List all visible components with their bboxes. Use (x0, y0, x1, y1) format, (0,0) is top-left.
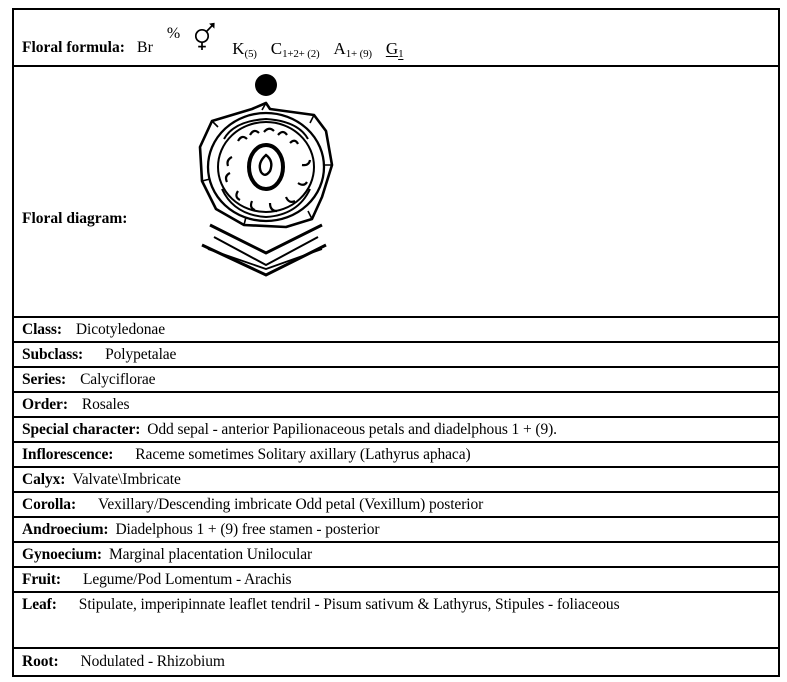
row-value: Legume/Pod Lomentum - Arachis (83, 570, 292, 588)
row-value: Dicotyledonae (75, 320, 165, 338)
table-row-gynoecium (14, 543, 778, 568)
family-reference-table (12, 8, 780, 677)
table-row-fruit (14, 568, 778, 593)
formula-term-corolla: C 1+2+ (2) (270, 39, 320, 60)
table-row-special-character (14, 418, 778, 443)
table-row-inflorescence (14, 443, 778, 468)
row-value: Rosales (81, 395, 130, 413)
floral-diagram-label: Floral diagram: (22, 210, 128, 227)
row-value: Stipulate, imperipinnate leaflet tendril - Pisum sativum & Lathyrus, Stipules - foliaceous (78, 596, 620, 613)
bract-chevron-lower (202, 245, 326, 275)
row-label: Gynoecium: (22, 545, 102, 563)
bract-chevron-upper-inner (214, 237, 318, 265)
formula-term-calyx: K (5) (232, 39, 257, 60)
floral-formula-expression (166, 25, 418, 60)
row-value: Valvate\Imbricate (72, 470, 181, 488)
table-row-class (14, 318, 778, 343)
row-label: Corolla: (22, 495, 77, 513)
bract-symbol: Br (136, 39, 153, 56)
row-label: Class: (22, 320, 62, 338)
table-row-subclass (14, 343, 778, 368)
row-value: Raceme sometimes Solitary axillary (Lathyrus aphaca) (135, 445, 471, 463)
row-label: Inflorescence: (22, 445, 114, 463)
row-label: Subclass: (22, 345, 84, 363)
row-label: Special character: (22, 420, 141, 438)
row-value: Marginal placentation Unilocular (108, 545, 313, 563)
row-label: Androecium: (22, 520, 109, 538)
row-value: Vexillary/Descending imbricate Odd petal (Vexillum) posterior (98, 495, 484, 513)
row-label: Root: (22, 653, 59, 670)
corolla-inner-ring (218, 122, 314, 212)
row-label: Order: (22, 395, 68, 413)
table-row-corolla (14, 493, 778, 518)
ovary-outline (249, 145, 283, 189)
zygomorphy-icon: % (166, 25, 181, 42)
bract-chevron-upper (210, 225, 322, 253)
row-value: Calyciflorae (80, 370, 156, 388)
table-row-series (14, 368, 778, 393)
row-value: Nodulated - Rhizobium (80, 653, 225, 670)
table-row-androecium (14, 518, 778, 543)
row-value: Odd sepal - anterior Papilionaceous petals and diadelphous 1 + (9). (147, 420, 557, 438)
table-row-order (14, 393, 778, 418)
floral-formula-label: Floral formula: (22, 39, 125, 56)
table-row-leaf (14, 593, 778, 649)
floral-diagram-row (14, 67, 778, 318)
table-row-calyx (14, 468, 778, 493)
floral-formula-row (14, 10, 778, 67)
row-label: Fruit: (22, 570, 61, 588)
table-row-root (14, 649, 778, 677)
row-label: Series: (22, 370, 67, 388)
hermaphrodite-icon (192, 21, 216, 51)
androecium-whorl (226, 129, 310, 211)
mother-axis-dot (255, 74, 277, 96)
row-value: Polypetalae (105, 345, 177, 363)
formula-term-gynoecium: G 1 (385, 39, 404, 60)
floral-diagram-figure (174, 69, 404, 279)
row-label: Calyx: (22, 470, 66, 488)
row-label: Leaf: (22, 596, 57, 613)
row-value: Diadelphous 1 + (9) free stamen - posterior (115, 520, 380, 538)
formula-term-androecium: A 1+ (9) (333, 39, 372, 60)
ovule (260, 155, 272, 175)
